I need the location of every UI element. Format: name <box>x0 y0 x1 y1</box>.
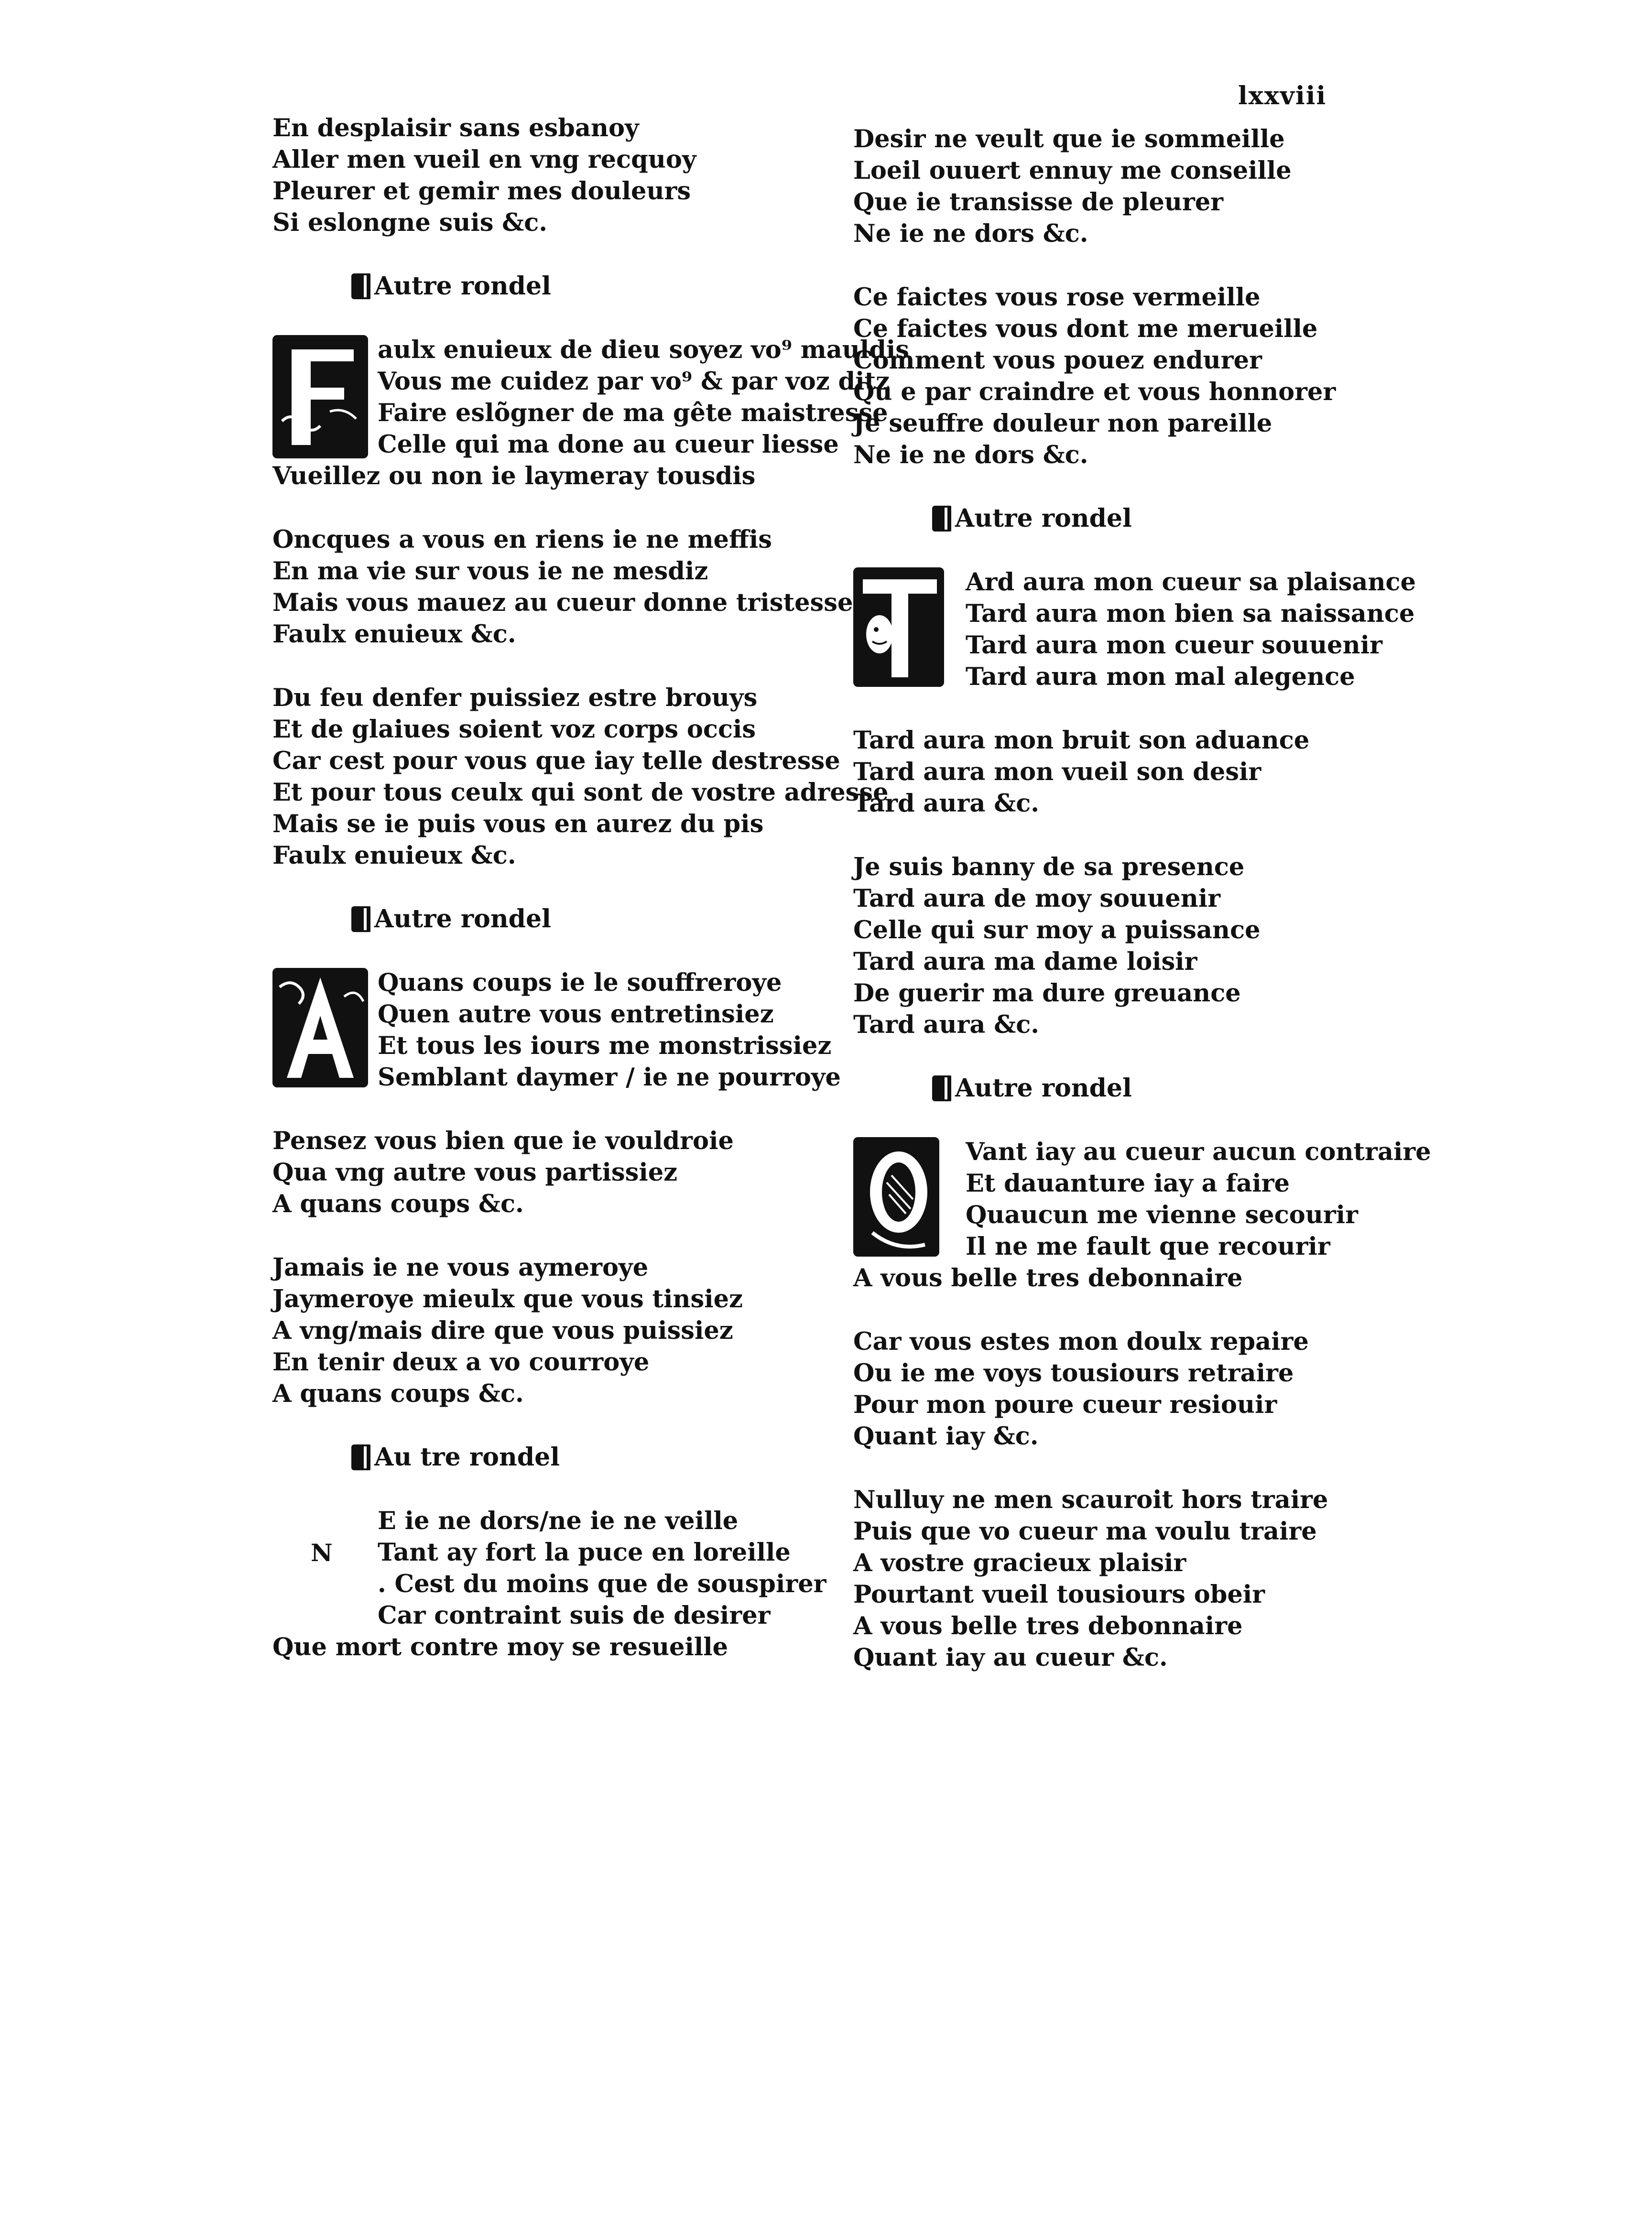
rondel-stanza <box>272 524 853 650</box>
verse-line: Vous me cuidez par vo⁹ & par voz ditz <box>378 367 890 396</box>
verse-line: Tard aura mon cueur souuenir <box>966 631 1382 660</box>
decorated-initial-f <box>272 335 368 458</box>
verse-line: Pourtant vueil tousiours obeir <box>853 1580 1265 1609</box>
rondel-stanza <box>853 851 1422 1041</box>
verse-line: Car cest pour vous que iay telle destresse <box>272 747 840 775</box>
decorated-initial-a-icon <box>272 968 368 1087</box>
verse-line: Tard aura mon mal alegence <box>966 662 1355 691</box>
verse-line: Et dauanture iay a faire <box>966 1169 1290 1198</box>
verse-line: A vng/mais dire que vous puissiez <box>272 1316 733 1345</box>
rondel-stanza <box>853 282 1422 471</box>
rondel-heading <box>853 503 1422 534</box>
verse-line: Oncques a vous en riens ie ne meffis <box>272 525 772 554</box>
opening-stanza <box>272 112 822 239</box>
verse-line: Puis que vo cueur ma voulu traire <box>853 1517 1317 1546</box>
verse-line: En desplaisir sans esbanoy <box>272 114 639 142</box>
opening-stanza <box>853 123 1422 250</box>
rondel-stanza <box>853 725 1422 819</box>
decorated-initial-a <box>272 968 368 1087</box>
verse-line: Quant iay &c. <box>853 1422 1039 1451</box>
verse-line: Desir ne veult que ie sommeille <box>853 125 1285 153</box>
verse-line: Tard aura mon vueil son desir <box>853 758 1261 786</box>
verse-line: Celle qui ma done au cueur liesse <box>378 430 839 459</box>
rondel-stanza <box>272 1505 826 1663</box>
rondel-heading <box>853 1073 1422 1104</box>
verse-line: De guerir ma dure greuance <box>853 979 1241 1008</box>
rondel-heading-text: Autre rondel <box>374 904 551 933</box>
verse-line: Et tous les iours me monstrissiez <box>378 1031 832 1060</box>
verse-line: En tenir deux a vo courroye <box>272 1348 650 1377</box>
rondel-stanza <box>272 682 889 871</box>
rondel-heading-text: Au tre rondel <box>374 1443 560 1472</box>
verse-line: Ce faictes vous rose vermeille <box>853 283 1261 312</box>
decorated-initial-t <box>853 567 944 687</box>
verse-line: Jamais ie ne vous aymeroye <box>272 1253 649 1282</box>
right-column <box>853 123 1431 1673</box>
decorated-initial-f-icon <box>272 335 368 458</box>
verse-line: Car contraint suis de desirer <box>378 1601 771 1630</box>
rondel-stanza <box>853 1136 1431 1294</box>
verse-line: Qua vng autre vous partissiez <box>272 1158 678 1187</box>
verse-line: Du feu denfer puissiez estre brouys <box>272 684 758 712</box>
verse-line: Aller men vueil en vng recquoy <box>272 145 696 174</box>
verse-line: Faire eslõgner de ma gête maistresse <box>378 399 888 427</box>
verse-line: Pleurer et gemir mes douleurs <box>272 177 691 206</box>
verse-line: Que mort contre moy se resueille <box>272 1633 728 1661</box>
verse-line: Loeil ouuert ennuy me conseille <box>853 156 1292 185</box>
verse-line: Ard aura mon cueur sa plaisance <box>966 568 1416 597</box>
pilcrow-icon <box>351 273 370 299</box>
verse-line: Ne ie ne dors &c. <box>853 219 1088 248</box>
verse-line: Tard aura ma dame loisir <box>853 947 1197 976</box>
verse-line: En ma vie sur vous ie ne mesdiz <box>272 557 708 586</box>
left-column <box>272 112 909 1663</box>
verse-line: . Cest du moins que de souspirer <box>378 1570 826 1598</box>
pilcrow-icon <box>932 1075 951 1101</box>
verse-line: Si eslongne suis &c. <box>272 208 548 237</box>
verse-line: Et de glaiues soient voz corps occis <box>272 715 756 744</box>
verse-line: Tant ay fort la puce en loreille <box>378 1538 791 1567</box>
rondel-stanza <box>272 967 841 1093</box>
verse-line: Ou ie me voys tousiours retraire <box>853 1359 1294 1388</box>
rondel-heading <box>272 1442 822 1473</box>
verse-line: Tard aura &c. <box>853 1010 1040 1039</box>
verse-line: Semblant daymer / ie ne pourroye <box>378 1063 841 1092</box>
pilcrow-icon <box>351 906 370 932</box>
rondel-stanza <box>272 334 909 492</box>
verse-line: Pour mon poure cueur resiouir <box>853 1390 1277 1419</box>
decorated-initial-q <box>853 1137 939 1257</box>
verse-line: Comment vous pouez endurer <box>853 346 1262 375</box>
verse-line: Qu e par craindre et vous honnorer <box>853 378 1336 406</box>
rondel-stanza <box>853 1484 1422 1673</box>
verse-line: Tard aura de moy souuenir <box>853 884 1221 913</box>
verse-line: Je suis banny de sa presence <box>853 853 1245 881</box>
verse-line: Ce faictes vous dont me merueille <box>853 315 1318 343</box>
verse-line: A vous belle tres debonnaire <box>853 1612 1243 1640</box>
verse-line: Jaymeroye mieulx que vous tinsiez <box>272 1285 743 1313</box>
pilcrow-icon <box>932 506 951 532</box>
verse-line: Faulx enuieux &c. <box>272 620 516 649</box>
verse-line: A quans coups &c. <box>272 1190 524 1218</box>
verse-line: A vous belle tres debonnaire <box>853 1264 1243 1292</box>
verse-line: Quaucun me vienne secourir <box>966 1201 1359 1229</box>
verse-line: Quen autre vous entretinsiez <box>378 1000 774 1029</box>
verse-line: Et pour tous ceulx qui sont de vostre adresse <box>272 778 889 807</box>
verse-line: Que ie transisse de pleurer <box>853 188 1224 217</box>
rondel-stanza <box>272 1252 822 1410</box>
rondel-heading-text: Autre rondel <box>955 1074 1132 1103</box>
folio-number: lxxviii <box>1238 81 1327 110</box>
decorated-initial-q-icon <box>853 1137 939 1257</box>
verse-line: Tard aura &c. <box>853 789 1040 818</box>
verse-line: Mais se ie puis vous en aurez du pis <box>272 810 764 838</box>
rondel-heading <box>272 271 822 302</box>
rondel-stanza <box>853 1326 1422 1452</box>
verse-line: Ne ie ne dors &c. <box>853 441 1088 469</box>
verse-line: Je seuffre douleur non pareille <box>853 409 1272 438</box>
verse-line: Quans coups ie le souffreroye <box>378 968 782 997</box>
rondel-heading-text: Autre rondel <box>955 504 1132 533</box>
verse-line: Nulluy ne men scauroit hors traire <box>853 1486 1328 1514</box>
verse-line: aulx enuieux de dieu soyez vo⁹ mauldis <box>378 336 909 364</box>
verse-line: Car vous estes mon doulx repaire <box>853 1327 1309 1356</box>
verse-line: Celle qui sur moy a puissance <box>853 916 1261 944</box>
verse-line: Pensez vous bien que ie vouldroie <box>272 1127 734 1155</box>
decorated-initial-t-icon <box>853 567 944 687</box>
pilcrow-icon <box>351 1444 370 1470</box>
rondel-heading-text: Autre rondel <box>374 271 551 301</box>
verse-line: Mais vous mauez au cueur donne tristesse <box>272 588 853 617</box>
verse-line: Faulx enuieux &c. <box>272 841 516 870</box>
verse-line: Tard aura mon bruit son aduance <box>853 726 1310 755</box>
verse-line: Quant iay au cueur &c. <box>853 1643 1168 1672</box>
verse-line: Il ne me fault que recourir <box>966 1232 1330 1261</box>
verse-line: Tard aura mon bien sa naissance <box>966 599 1415 628</box>
rondel-heading <box>272 903 822 935</box>
verse-line: A vostre gracieux plaisir <box>853 1549 1186 1577</box>
verse-line: E ie ne dors/ne ie ne veille <box>378 1507 739 1535</box>
rondel-stanza <box>853 566 1422 693</box>
verse-line: A quans coups &c. <box>272 1379 524 1408</box>
rondel-stanza <box>272 1125 822 1220</box>
verse-line: Vueillez ou non ie laymeray tousdis <box>272 462 756 490</box>
verse-line: Vant iay au cueur aucun contraire <box>966 1138 1431 1166</box>
guide-letter-n: N <box>311 1539 333 1567</box>
